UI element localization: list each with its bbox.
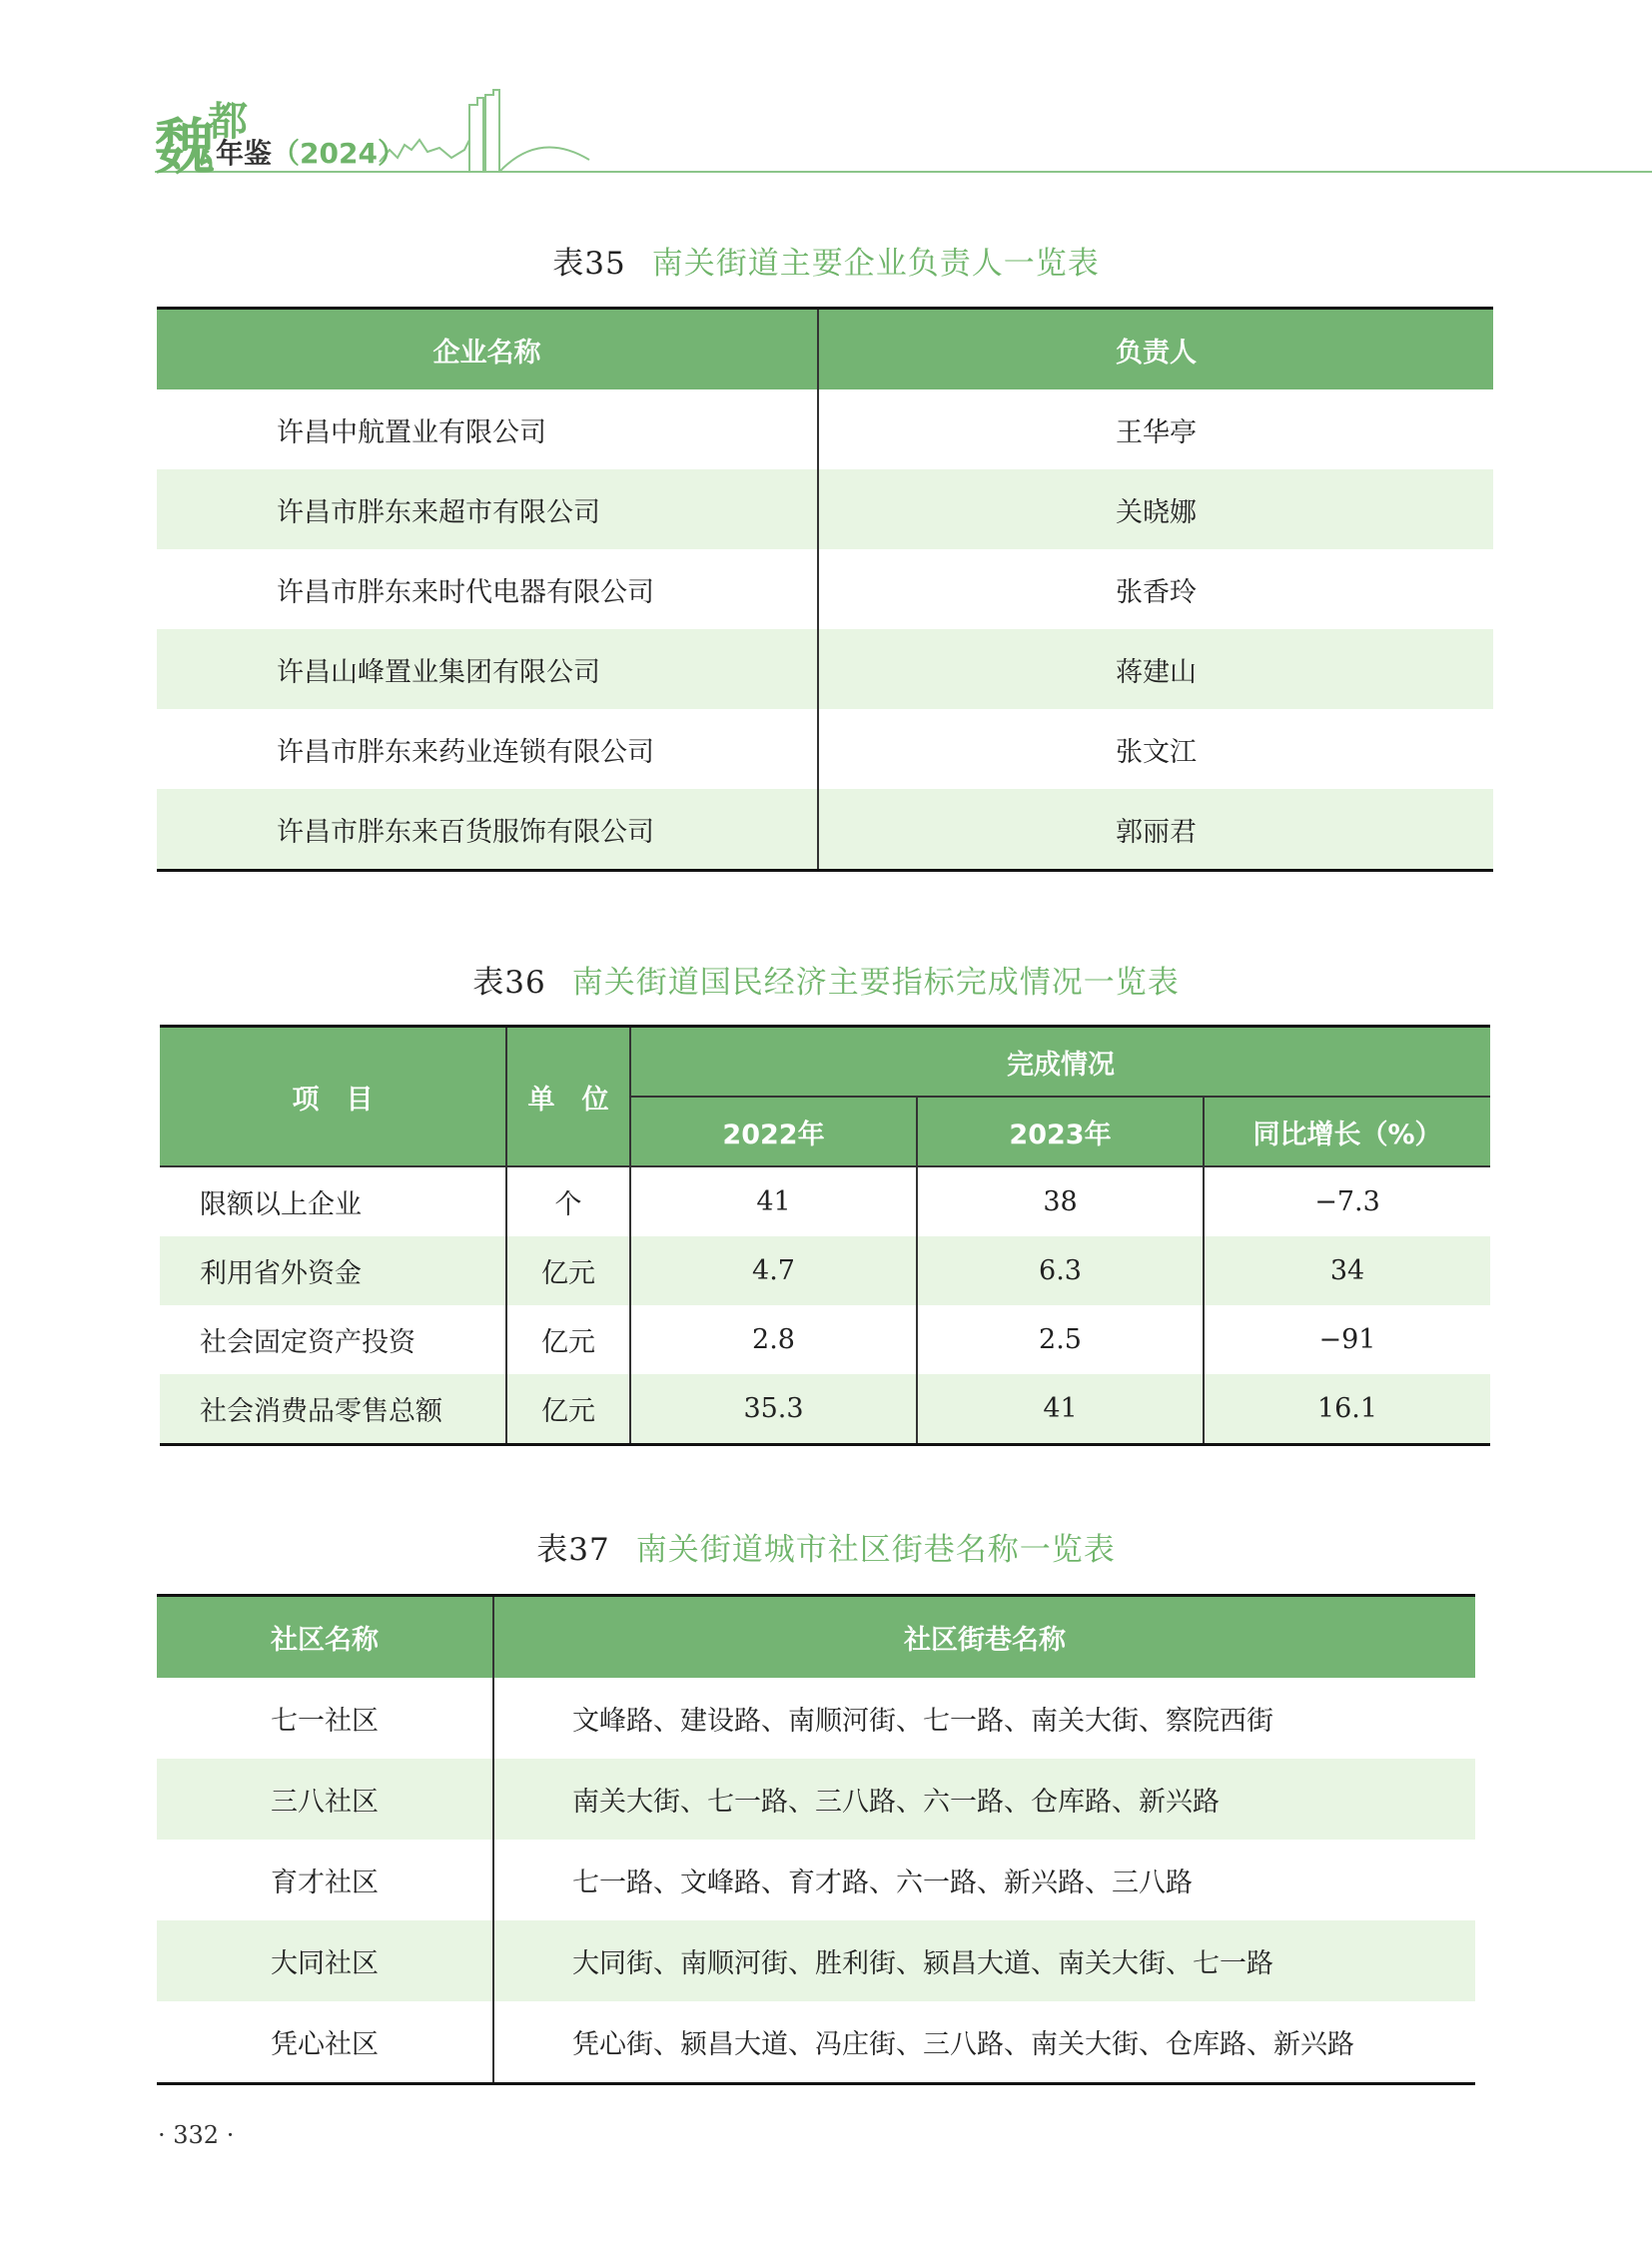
- company-name-cell: 许昌市胖东来药业连锁有限公司: [157, 709, 818, 789]
- street-names-cell: 凭心街、颍昌大道、冯庄街、三八路、南关大街、仓库路、新兴路: [572, 2029, 1354, 2060]
- unit-cell: 亿元: [506, 1236, 630, 1305]
- table36-header-2022: 2022年: [630, 1097, 917, 1166]
- company-name-cell: 许昌市胖东来时代电器有限公司: [157, 549, 818, 629]
- table35-header-person: 负责人: [818, 309, 1493, 390]
- table-row: [160, 1305, 1490, 1374]
- table35: [157, 307, 1493, 872]
- table37-name: 南关街道城市社区街巷名称一览表: [635, 1532, 1116, 1568]
- unit-cell: 亿元: [506, 1374, 630, 1445]
- value-2022-cell: 35.3: [630, 1374, 917, 1445]
- table36-header-2023: 2023年: [917, 1097, 1204, 1166]
- table-row: [157, 1759, 1475, 1840]
- table37-title: [0, 1524, 1652, 1569]
- growth-cell: −91: [1204, 1305, 1490, 1374]
- community-name-cell: 凭心社区: [157, 2001, 493, 2084]
- table-row: [157, 1920, 1475, 2001]
- value-2023-cell: 2.5: [917, 1305, 1204, 1374]
- table-row: [160, 1236, 1490, 1305]
- yearbook-text: 年鉴: [216, 137, 273, 170]
- table-row: [157, 789, 1493, 871]
- table35-title: [0, 238, 1652, 283]
- indicator-cell: 限额以上企业: [200, 1189, 362, 1220]
- logo-wei-char: 魏: [155, 113, 215, 183]
- person-name-cell: 蒋建山: [818, 629, 1493, 709]
- company-name-cell: 许昌市胖东来超市有限公司: [157, 469, 818, 549]
- table36-header-item: 项 目: [160, 1027, 506, 1167]
- table37-header-community: 社区名称: [157, 1596, 493, 1679]
- table36-number: 表36: [472, 965, 546, 1001]
- table35-number: 表35: [552, 246, 626, 282]
- unit-cell: 亿元: [506, 1305, 630, 1374]
- table-row: [160, 1166, 1490, 1236]
- person-name-cell: 张文江: [1116, 736, 1197, 768]
- community-name-cell: 七一社区: [157, 1678, 493, 1759]
- table36-name: 南关街道国民经济主要指标完成情况一览表: [571, 965, 1180, 1001]
- table-row: [157, 2001, 1475, 2084]
- table-row: [157, 629, 1493, 709]
- person-name-cell: 王华亭: [1116, 416, 1197, 448]
- table-row: [157, 389, 1493, 469]
- table36-title: [0, 957, 1652, 1002]
- unit-cell: 个: [506, 1166, 630, 1236]
- table37-header-streets: 社区街巷名称: [493, 1596, 1475, 1679]
- page-number: · 332 ·: [158, 2121, 235, 2149]
- value-2022-cell: 4.7: [630, 1236, 917, 1305]
- table37: [157, 1594, 1475, 2085]
- year-paren-open: （: [272, 137, 301, 170]
- street-names-cell: 南关大街、七一路、三八路、六一路、仓库路、新兴路: [493, 1759, 1475, 1840]
- page-header: [0, 0, 1652, 190]
- person-name-cell: 关晓娜: [818, 469, 1493, 549]
- table35-name: 南关街道主要企业负责人一览表: [651, 246, 1100, 282]
- street-names-cell: 文峰路、建设路、南顺河街、七一路、南关大街、察院西街: [572, 1706, 1273, 1737]
- table-row: [157, 469, 1493, 549]
- table36: [160, 1025, 1490, 1446]
- indicator-cell: 社会消费品零售总额: [160, 1374, 506, 1445]
- growth-cell: 34: [1204, 1236, 1490, 1305]
- community-name-cell: 三八社区: [157, 1759, 493, 1840]
- community-name-cell: 育才社区: [157, 1840, 493, 1920]
- table37-number: 表37: [536, 1532, 610, 1568]
- table-row: [157, 1840, 1475, 1920]
- indicator-cell: 社会固定资产投资: [200, 1327, 415, 1358]
- growth-cell: 16.1: [1204, 1374, 1490, 1445]
- company-name-cell: 许昌中航置业有限公司: [157, 389, 818, 469]
- person-name-cell: 郭丽君: [818, 789, 1493, 871]
- indicator-cell: 利用省外资金: [160, 1236, 506, 1305]
- table-row: [157, 1678, 1475, 1759]
- table35-header-company: 企业名称: [157, 309, 818, 390]
- person-name-cell: 张香玲: [1116, 576, 1197, 608]
- table36-header-row-1: [160, 1027, 1490, 1098]
- year-value: 2024: [300, 137, 378, 170]
- growth-cell: −7.3: [1204, 1166, 1490, 1236]
- value-2022-cell: 41: [630, 1166, 917, 1236]
- street-names-cell: 七一路、文峰路、育才路、六一路、新兴路、三八路: [572, 1868, 1193, 1898]
- value-2022-cell: 2.8: [630, 1305, 917, 1374]
- value-2023-cell: 6.3: [917, 1236, 1204, 1305]
- community-name-cell: 大同社区: [157, 1920, 493, 2001]
- year-paren-close: ）: [377, 137, 406, 170]
- logo-du-char: 都: [208, 99, 248, 145]
- yearbook-label: [216, 132, 406, 172]
- table36-header-group: 完成情况: [630, 1027, 1490, 1098]
- table36-header-growth: 同比增长（%）: [1204, 1097, 1490, 1166]
- company-name-cell: 许昌市胖东来百货服饰有限公司: [157, 789, 818, 871]
- street-names-cell: 大同街、南顺河街、胜利街、颍昌大道、南关大街、七一路: [493, 1920, 1475, 2001]
- table37-header-row: [157, 1596, 1475, 1679]
- company-name-cell: 许昌山峰置业集团有限公司: [157, 629, 818, 709]
- table-row: [157, 549, 1493, 629]
- table-row: [157, 709, 1493, 789]
- table36-header-unit: 单 位: [506, 1027, 630, 1167]
- value-2023-cell: 41: [917, 1374, 1204, 1445]
- table35-header-row: [157, 309, 1493, 390]
- value-2023-cell: 38: [917, 1166, 1204, 1236]
- table-row: [160, 1374, 1490, 1445]
